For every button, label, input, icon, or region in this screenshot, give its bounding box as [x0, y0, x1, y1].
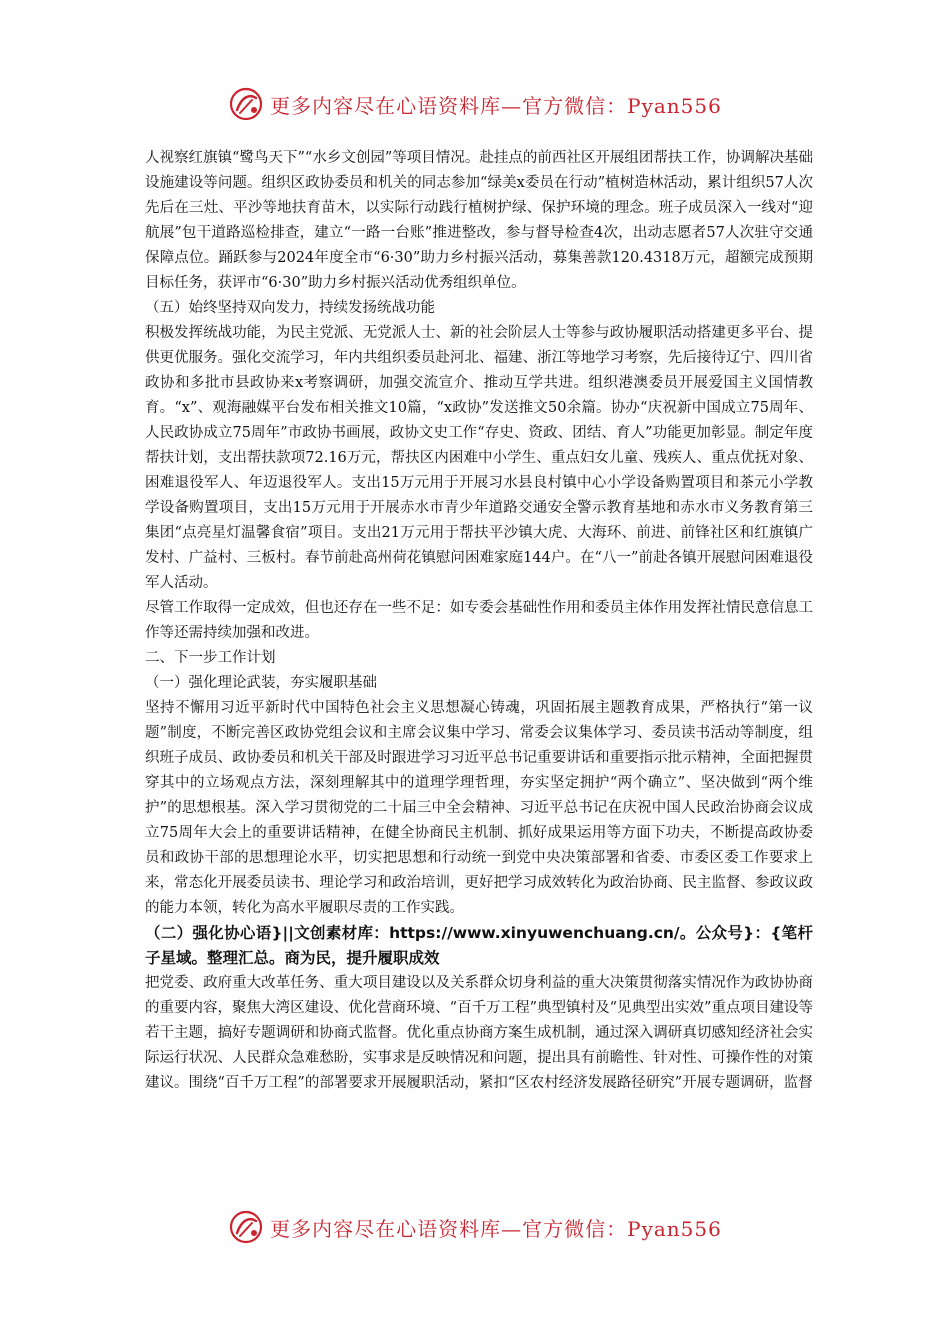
paragraph: 尽管工作取得一定成效，但也还存在一些不足：如专委会基础性作用和委员主体作用发挥社情民意信息工作等还需持续加强和改进。 — [145, 600, 813, 641]
header-banner — [0, 82, 950, 126]
paragraph: 人视察红旗镇“鹭鸟天下”“水乡文创园”等项目情况。赴挂点的前西社区开展组团帮扶工作，协调解决基础设施建设等问题。组织区政协委员和机关的同志参加“绿美x委员在行动”植树造林活动，累计组织57人次先后在三灶、平沙等地扶育苗木，以实际行动践行植树护绿、保护环境的理念。班子成员深入一线对“迎航展”包干道路巡检排查，建立“一路一台账”推进整改，参与督导检查4次，出动志愿者57人次驻守交通保障点位。踊跃参与2024年度全市“6·30”助力乡村振兴活动，募集善款120.4318万元，超额完成预期目标任务，获评市“6·30”助力乡村振兴活动优秀组织单位。 — [145, 150, 813, 291]
section-heading: （五）始终坚持双向发力，持续发扬统战功能 — [145, 300, 435, 316]
section-heading: 二、下一步工作计划 — [145, 650, 276, 666]
bold-section-heading: （二）强化协心语}||文创素材库：https://www.xinyuwenchuang.cn/。公众号}：{笔杆子星域。整理汇总。商为民，提升履职成效 — [145, 924, 813, 967]
paragraph: 坚持不懈用习近平新时代中国特色社会主义思想凝心铸魂，巩固拓展主题教育成果，严格执行“第一议题”制度，不断完善区政协党组会议和主席会议集中学习、常委会议集体学习、委员读书活动等制度，组织班子成员、政协委员和机关干部及时跟进学习习近平总书记重要讲话和重要指示批示精神，全面把握贯穿其中的立场观点方法，深刻理解其中的道理学理哲理，夯实坚定拥护“两个确立”、坚决做到“两个维护”的思想根基。深入学习贯彻党的二十届三中全会精神、习近平总书记在庆祝中国人民政治协商会议成立75周年大会上的重要讲话精神，在健全协商民主机制、抓好成果运用等方面下功夫，不断提高政协委员和政协干部的思想理论水平，切实把思想和行动统一到党中央决策部署和省委、市委区委工作要求上来，常态化开展委员读书、理论学习和政治培训，更好把学习成效转化为政治协商、民主监督、参政议政的能力本领，转化为高水平履职尽责的工作实践。 — [145, 700, 813, 916]
paragraph: 把党委、政府重大改革任务、重大项目建设以及关系群众切身利益的重大决策贯彻落实情况作为政协协商的重要内容，聚焦大湾区建设、优化营商环境、“百千万工程”典型镇村及“见典型出实效”重点项目建设等若干主题，搞好专题调研和协商式监督。优化重点协商方案生成机制，通过深入调研真切感知经济社会实际运行状况、人民群众急难愁盼，实事求是反映情况和问题，提出具有前瞻性、针对性、可操作性的对策建议。围绕“百千万工程”的部署要求开展履职活动，紧扣“区农村经济发展路径研究”开展专题调研，监督 — [145, 975, 813, 1091]
logo-icon — [228, 86, 264, 122]
banner-text: 更多内容尽在心语资料库—官方微信：Pyan556 — [270, 93, 722, 118]
logo-icon — [228, 1209, 264, 1245]
document-body — [145, 146, 813, 1096]
banner-text: 更多内容尽在心语资料库—官方微信：Pyan556 — [270, 1216, 722, 1241]
section-heading: （一）强化理论武装，夯实履职基础 — [145, 675, 377, 691]
footer-banner — [0, 1205, 950, 1249]
paragraph: 积极发挥统战功能，为民主党派、无党派人士、新的社会阶层人士等参与政协履职活动搭建更多平台、提供更优服务。强化交流学习，年内共组织委员赴河北、福建、浙江等地学习考察，先后接待辽宁、四川省政协和多批市县政协来x考察调研，加强交流宣介、推动互学共进。组织港澳委员开展爱国主义国情教育。“x”、观海融媒平台发布相关推文10篇，“x政协”发送推文50余篇。协办“庆祝新中国成立75周年、人民政协成立75周年”市政协书画展，政协文史工作“存史、资政、团结、育人”功能更加彰显。制定年度帮扶计划，支出帮扶款项72.16万元，帮扶区内困难中小学生、重点妇女儿童、残疾人、重点优抚对象、困难退役军人、年迈退役军人。支出15万元用于开展习水县良村镇中心小学设备购置项目和茶元小学教学设备购置项目，支出15万元用于开展赤水市青少年道路交通安全警示教育基地和赤水市义务教育第三集团“点亮星灯温馨食宿”项目。支出21万元用于帮扶平沙镇大虎、大海环、前进、前锋社区和红旗镇广发村、广益村、三板村。春节前赴高州荷花镇慰问困难家庭144户。在“八一”前赴各镇开展慰问困难退役军人活动。 — [145, 325, 813, 591]
